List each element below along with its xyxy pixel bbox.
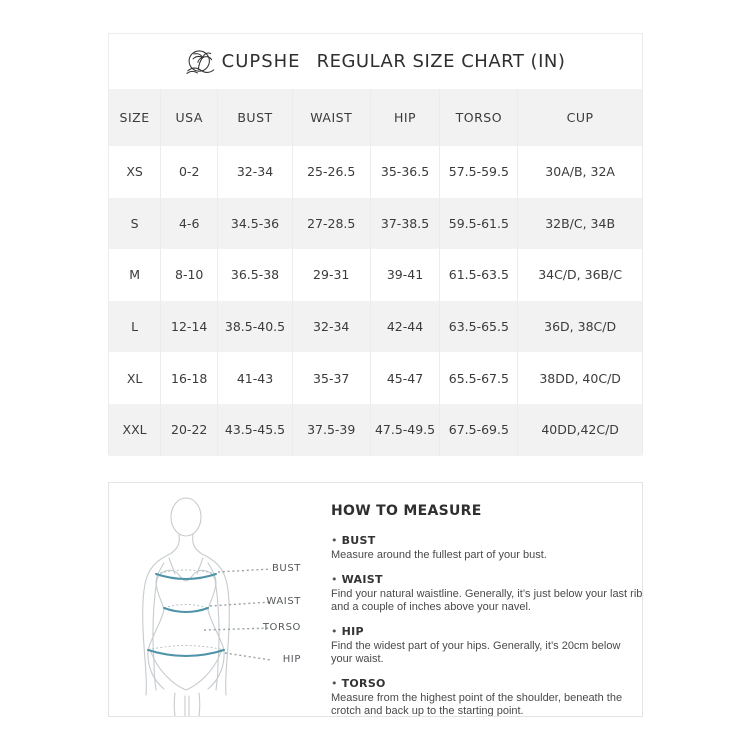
table-row-xxl [109,404,642,456]
cup-cell: 32B/C, 34B [518,198,642,250]
measure-item-label: • BUST [331,534,643,547]
hip-cell: 42-44 [370,301,440,353]
usa-cell: 12-14 [161,301,218,353]
bust-cell: 34.5-36 [218,198,293,250]
usa-cell: 8-10 [161,249,218,301]
cup-cell: 30A/B, 32A [518,146,642,198]
figure-label-hip: HIP [282,654,301,665]
torso-cell: 59.5-61.5 [440,198,518,250]
table-row-l [109,301,642,353]
measure-item-hip [331,625,643,666]
bust-cell: 38.5-40.5 [218,301,293,353]
hip-cell: 39-41 [370,249,440,301]
measure-item-text: Find your natural waistline. Generally, it’s just below your last rib and a couple of inches above your navel. [331,587,643,613]
waist-cell: 32-34 [292,301,370,353]
waist-cell: 35-37 [292,352,370,404]
torso-cell: 65.5-67.5 [440,352,518,404]
measure-instructions [331,503,643,717]
measure-item-waist [331,573,643,614]
palm-tree-logo-icon [186,49,216,74]
measure-item-label: • HIP [331,625,643,638]
leader-lines [204,569,271,660]
column-header-hip: HIP [370,89,440,146]
size-cell: XL [126,370,143,386]
table-row-s [109,198,642,250]
brand-name: CUPSHE [221,51,301,72]
usa-cell: 20-22 [161,404,218,456]
waist-cell: 29-31 [292,249,370,301]
column-header-torso: TORSO [440,89,518,146]
bust-cell: 41-43 [218,352,293,404]
measure-item-text: Measure from the highest point of the shoulder, beneath the crotch and back up to the starting point. [331,691,623,717]
column-header-usa: USA [161,89,218,146]
torso-cell: 67.5-69.5 [440,404,518,456]
usa-cell: 16-18 [161,352,218,404]
figure-label-bust: BUST [271,563,301,574]
size-chart-panel [108,33,643,455]
hip-cell: 45-47 [370,352,440,404]
measure-item-torso [331,677,643,717]
hip-cell: 37-38.5 [370,198,440,250]
cup-cell: 38DD, 40C/D [518,352,642,404]
table-row-xl [109,352,642,404]
figure-label-torso: TORSO [262,622,301,633]
cup-cell: 36D, 38C/D [518,301,642,353]
column-header-cup: CUP [518,89,642,146]
size-cell: M [129,267,140,283]
figure-label-waist: WAIST [266,596,301,607]
cup-cell: 40DD,42C/D [518,404,642,456]
hip-cell: 35-36.5 [370,146,440,198]
usa-cell: 0-2 [161,146,218,198]
column-header-size: SIZE [109,89,161,146]
how-to-measure-panel [108,482,643,717]
bust-cell: 32-34 [218,146,293,198]
waist-cell: 37.5-39 [292,404,370,456]
bust-cell: 43.5-45.5 [218,404,293,456]
measure-item-label: • TORSO [331,677,643,690]
cup-cell: 34C/D, 36B/C [518,249,642,301]
page-title: REGULAR SIZE CHART (IN) [316,51,566,72]
table-row-m [109,249,642,301]
measure-item-label: • WAIST [331,573,643,586]
size-chart-table [109,89,642,456]
header-row [109,89,642,146]
measure-item-text: Find the widest part of your hips. Generally, it’s 20cm below your waist. [331,639,621,665]
usa-cell: 4-6 [161,198,218,250]
column-header-waist: WAIST [292,89,370,146]
waist-cell: 25-26.5 [292,146,370,198]
size-cell: XXL [109,404,161,456]
table-row-xs [109,146,642,198]
column-header-bust: BUST [218,89,293,146]
torso-cell: 63.5-65.5 [440,301,518,353]
size-cell: L [109,301,161,353]
size-cell: XS [126,164,143,180]
size-cell: S [109,198,161,250]
measurement-lines [148,574,224,656]
torso-cell: 57.5-59.5 [440,146,518,198]
measure-heading: HOW TO MEASURE [331,503,482,519]
chart-title-row [109,34,642,89]
waist-cell: 27-28.5 [292,198,370,250]
measure-item-bust [331,534,643,562]
measure-item-text: Measure around the fullest part of your bust. [331,549,547,561]
torso-cell: 61.5-63.5 [440,249,518,301]
body-measurement-figure [119,483,279,716]
hip-cell: 47.5-49.5 [370,404,440,456]
bust-cell: 36.5-38 [218,249,293,301]
